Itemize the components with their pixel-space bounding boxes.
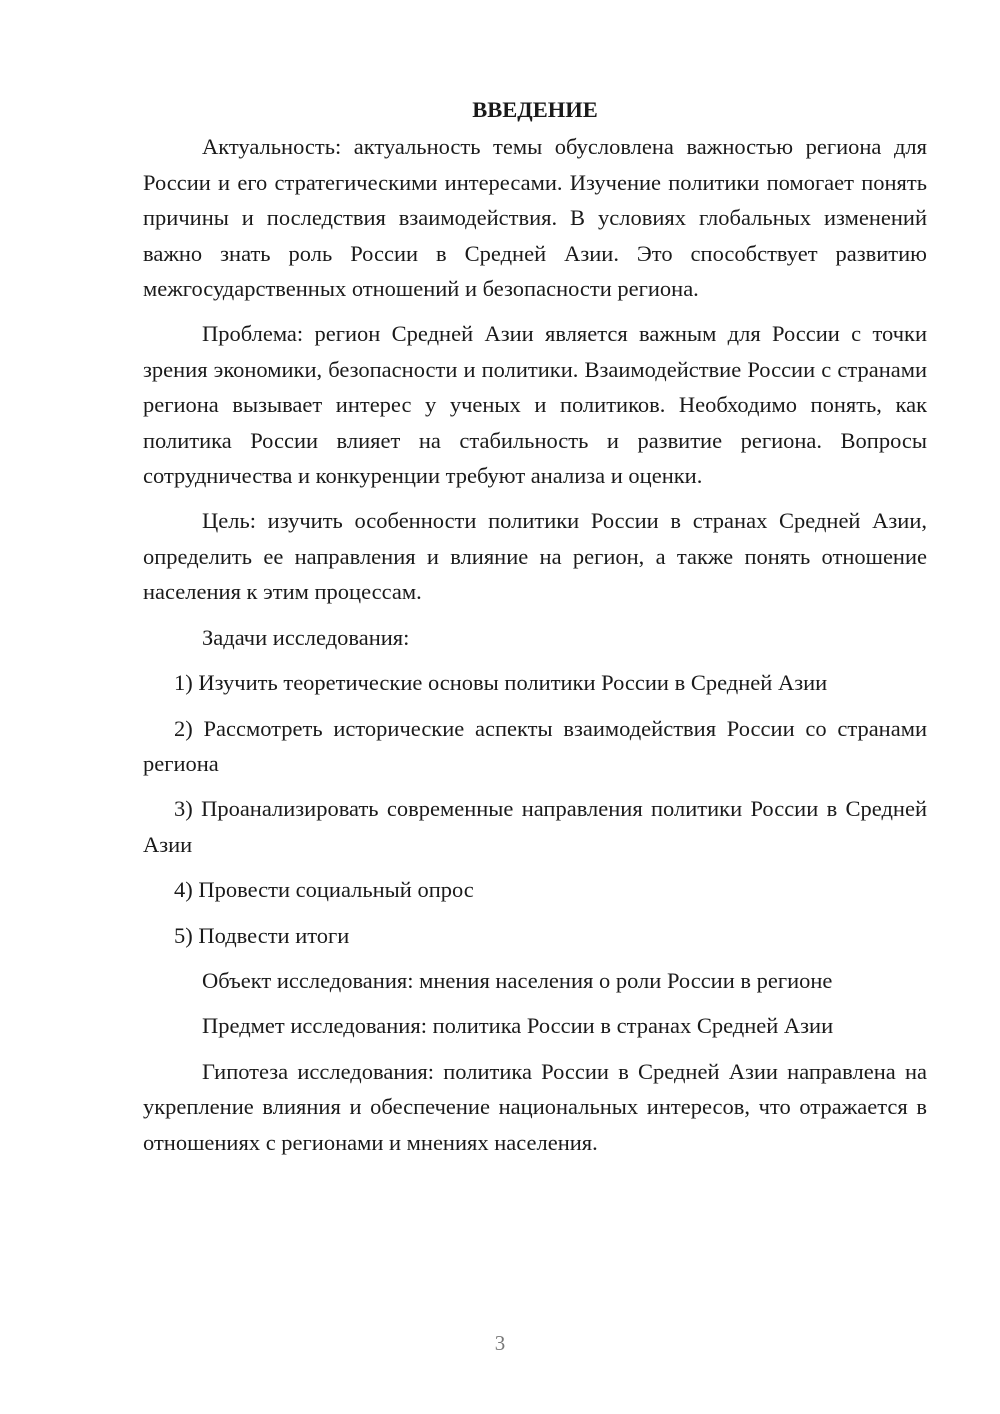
task-item-4: 4) Провести социальный опрос (174, 877, 474, 903)
task-item-2: 2) Рассмотреть исторические аспекты взаимодействия России со странами региона (143, 715, 927, 776)
paragraph-tasks-heading: Задачи исследования: (202, 624, 410, 650)
page-number: 3 (494, 1331, 506, 1355)
paragraph-subject: Предмет исследования: политика России в странах Средней Азии (202, 1013, 834, 1039)
paragraph-relevance: Актуальность: актуальность темы обусловлена важностью региона для России и его стратегическими интересами. Изучение политики помогает понять причины и последствия взаимодействия. В условиях глобальных изменений важно знать роль России в Средней Азии. Это способствует развитию межгосударственных отношений и безопасности региона. (143, 134, 927, 302)
paragraph-goal: Цель: изучить особенности политики России в странах Средней Азии, определить ее направления и влияние на регион, а также понять отношение населения к этим процессам. (143, 508, 927, 605)
page-content (143, 92, 927, 1170)
paragraph-object: Объект исследования: мнения населения о роли России в регионе (202, 967, 833, 993)
task-item-3: 3) Проанализировать современные направления политики России в Средней Азии (143, 796, 927, 857)
task-item-1: 1) Изучить теоретические основы политики России в Средней Азии (174, 670, 828, 696)
paragraph-hypothesis: Гипотеза исследования: политика России в Средней Азии направлена на укрепление влияния и обеспечение национальных интересов, что отражается в отношениях с регионами и мнениях населения. (143, 1058, 927, 1155)
paragraph-problem: Проблема: регион Средней Азии является важным для России с точки зрения экономики, безопасности и политики. Взаимодействие России с странами региона вызывает интерес у ученых и политиков. Необходимо понять, как политика России влияет на стабильность и развитие региона. Вопросы сотрудничества и конкуренции требуют анализа и оценки. (143, 321, 927, 489)
task-item-5: 5) Подвести итоги (174, 922, 350, 948)
section-title: ВВЕДЕНИЕ (472, 97, 598, 122)
